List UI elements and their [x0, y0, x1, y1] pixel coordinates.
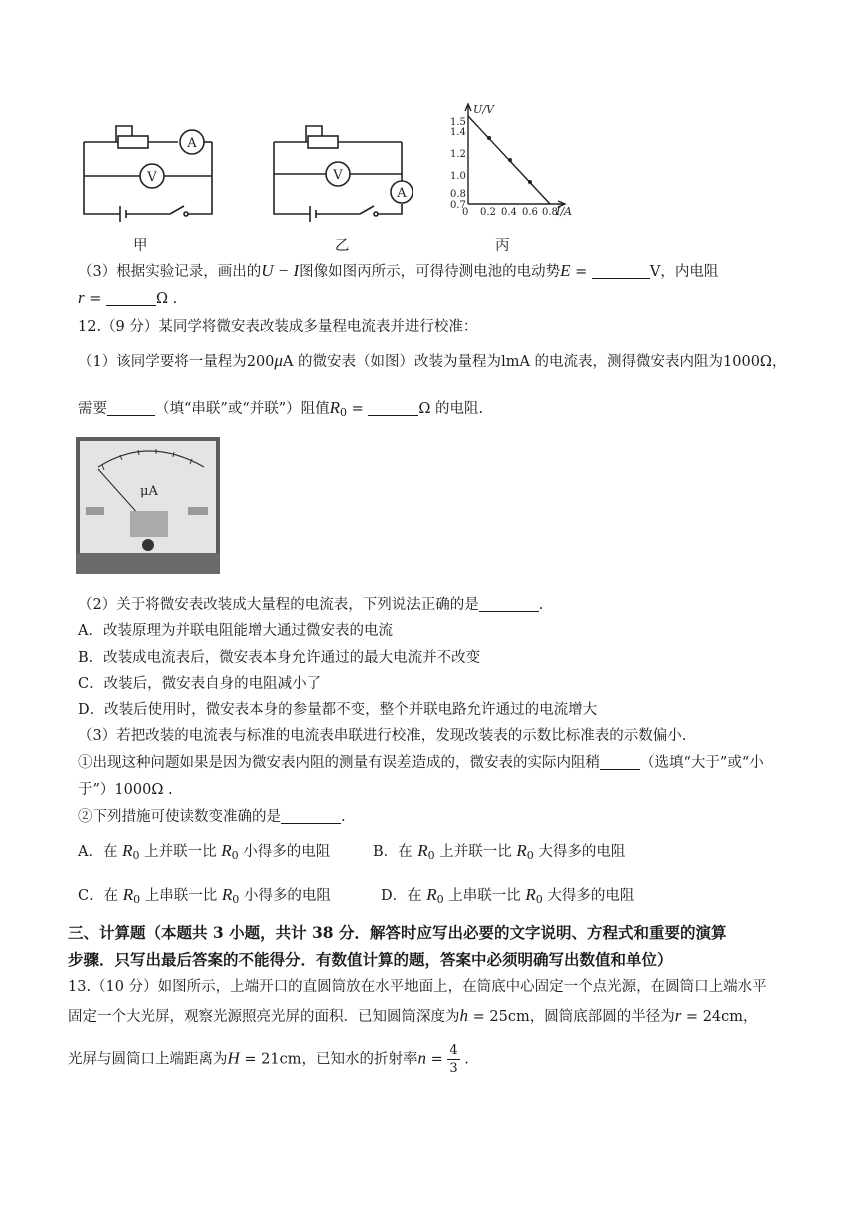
- figure-caption-jia: 甲: [133, 238, 148, 254]
- q12-part3-sub2: ②下列措施可使读数变准确的是 .: [78, 809, 346, 825]
- answer-blank-part3-2[interactable]: [281, 809, 341, 824]
- q12-part2: （2）关于将微安表改装成大量程的电流表，下列说法正确的是 .: [78, 597, 544, 613]
- y-tick: 1.4: [450, 127, 466, 138]
- microammeter-photo: [76, 437, 220, 574]
- q12-option-a: A．改装原理为并联电阻能增大通过微安表的电流: [78, 623, 393, 639]
- x-axis-label: I/A: [556, 205, 572, 218]
- q12-part1-line2: 需要 （填“串联”或“并联”）阻值$R_0 = \Omega$ 的电阻.: [78, 398, 484, 419]
- y-tick: 1.0: [450, 171, 466, 182]
- q12-part1-line1: （1）该同学要将一量程为200μA 的微安表（如图）改装为量程为lmA 的电流表，测得微安表内阻为1000Ω，: [78, 351, 787, 370]
- q12-option-b: B．改装成电流表后，微安表本身允许通过的最大电流并不改变: [78, 650, 481, 666]
- answer-blank-emf[interactable]: [592, 264, 650, 279]
- refractive-index-fraction: $\frac{4}{3}$: [449, 1043, 458, 1076]
- circuit-jia: [78, 118, 218, 223]
- y-tick: 0.7: [450, 200, 466, 211]
- q12-part3-option-b: B．在 $R_0$ 上并联一比 $R_0$ 大得多的电阻: [373, 841, 626, 862]
- figure-caption-yi: 乙: [335, 238, 350, 254]
- ammeter-label: A: [397, 186, 407, 201]
- voltmeter-label: V: [147, 170, 157, 185]
- y-tick: 1.5: [450, 117, 466, 128]
- figure-caption-bing: 丙: [495, 238, 510, 254]
- section-heading-line2: 步骤．只写出最后答案的不能得分．有数值计算的题，答案中必须明确写出数值和单位）: [68, 950, 673, 969]
- q12-part3-option-c: C．在 $R_0$ 上串联一比 $R_0$ 小得多的电阻: [78, 885, 331, 906]
- x-tick: 0.8: [542, 207, 558, 218]
- q13-line1: 13.（10 分）如图所示，上端开口的直圆筒放在水平地面上，在筒底中心固定一个点光源，在圆筒口上端水平: [68, 979, 767, 995]
- q12-title: 12.（9 分）某同学将微安表改装成多量程电流表并进行校准：: [78, 319, 478, 335]
- q12-option-c: C．改装后，微安表自身的电阻减小了: [78, 676, 322, 692]
- origin-label: 0: [462, 207, 469, 218]
- q12-part3-option-a: A．在 $R_0$ 上并联一比 $R_0$ 小得多的电阻: [78, 841, 331, 862]
- voltmeter-label: V: [333, 168, 343, 183]
- q12-part3-sub1-line1: ①出现这种问题如果是因为微安表内阻的测量有误差造成的，微安表的实际内阻稍 （选填“大于”或“小: [78, 755, 764, 771]
- answer-blank-connection[interactable]: [107, 401, 155, 416]
- y-axis-label: U/V: [473, 103, 494, 116]
- answer-blank-part2[interactable]: [479, 597, 539, 612]
- ammeter-label: A: [187, 136, 197, 151]
- section-heading-line1: 三、计算题（本题共 3 小题，共计 38 分．解答时应写出必要的文字说明、方程式和重要的演算: [68, 923, 727, 942]
- x-tick: 0.4: [501, 207, 517, 218]
- q13-line3: 光屏与圆筒口上端距离为H = 21cm，已知水的折射率n = $\frac{4}{3}$ .: [68, 1043, 469, 1076]
- answer-blank-resistance[interactable]: [106, 291, 156, 306]
- q12-part3-option-d: D．在 $R_0$ 上串联一比 $R_0$ 大得多的电阻: [381, 885, 635, 906]
- q13-line2: 固定一个大光屏，观察光源照亮光屏的面积．已知圆筒深度为h = 25cm，圆筒底部圆的半径为r = 24cm，: [68, 1006, 758, 1025]
- circuit-yi: [268, 118, 413, 223]
- q11-part3-line1: （3）根据实验记录，画出的U − I图像如图丙所示，可得待测电池的电动势E = V，内电阻: [78, 261, 719, 280]
- graph-bing: [446, 100, 586, 225]
- q12-part3-sub1-line2: 于”）1000Ω .: [78, 782, 173, 798]
- x-tick: 0.2: [480, 207, 496, 218]
- q12-part3: （3）若把改装的电流表与标准的电流表串联进行校准，发现改装表的示数比标准表的示数偏小.: [78, 728, 687, 744]
- answer-blank-part3-1[interactable]: [600, 755, 640, 770]
- meter-unit-label: μA: [140, 484, 158, 499]
- q11-part3-line2: r = Ω .: [78, 288, 178, 307]
- answer-blank-r0[interactable]: [368, 401, 418, 416]
- x-tick: 0.6: [522, 207, 538, 218]
- y-tick: 0.8: [450, 189, 466, 200]
- q12-option-d: D．改装后使用时，微安表本身的参量都不变，整个并联电路允许通过的电流增大: [78, 702, 598, 718]
- y-tick: 1.2: [450, 149, 466, 160]
